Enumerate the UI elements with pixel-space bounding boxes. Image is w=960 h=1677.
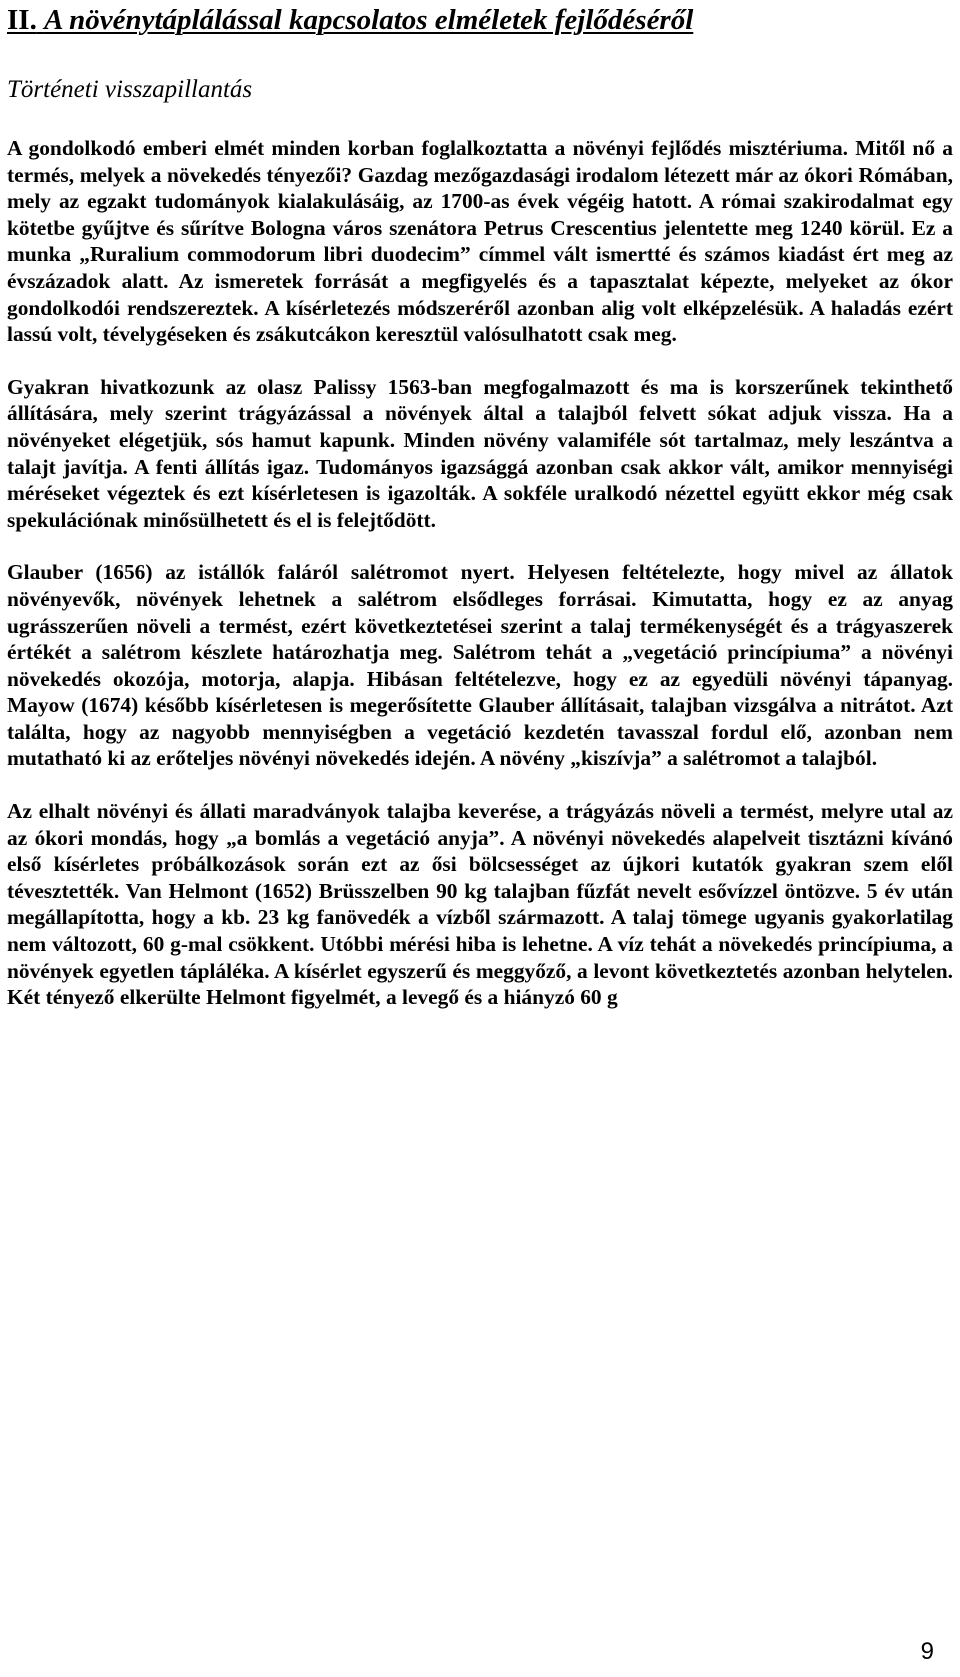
chapter-heading	[7, 0, 953, 38]
chapter-number: II.	[7, 4, 37, 36]
section-heading: Történeti visszapillantás	[7, 76, 253, 103]
paragraph-2: Gyakran hivatkozunk az olasz Palissy 1563-ban megfogalmazott és ma is korszerűnek tekinthető állítására, mely szerint trágyázással a növények által a talajból felvett sókat adjuk vissza. Ha a növényeket elégetjük, sós hamut kapunk. Minden növény valamiféle sót tartalmaz, mely leszántva a talajt javítja. A fenti állítás igaz. Tudományos igazsággá azonban csak akkor vált, amikor mennyiségi méréseket végeztek és ezt kísérletesen is igazolták. A sokféle uralkodó nézettel együtt ekkor még csak spekulációnak minősülhetett és el is felejtődött.	[7, 374, 953, 532]
paragraph-4: Az elhalt növényi és állati maradványok talajba keverése, a trágyázás növeli a termést, melyre utal az az ókori mondás, hogy „a bomlás a vegetáció anyja”. A növényi növekedés alapelveit tisztázni kívánó első kísérletes próbálkozások során ezt az ősi bölcsességet az újkori kutatók gyakran szem elől tévesztették. Van Helmont (1652) Brüsszelben 90 kg talajban fűzfát nevelt esővízzel öntözve. 5 év után megállapította, hogy a kb. 23 kg fanövedék a vízből származott. A talaj tömege ugyanis gyakorlatilag nem változott, 60 g-mal csökkent. Utóbbi mérési hiba is lehetne. A víz tehát a növekedés princípiuma, a növények egyetlen tápláléka. A kísérlet egyszerű és meggyőző, a levont következtetés azonban helytelen. Két tényező elkerülte Helmont figyelmét, a levegő és a hiányzó 60 g	[7, 799, 953, 1010]
page-number: 9	[920, 1638, 934, 1665]
paragraph-1: A gondolkodó emberi elmét minden korban foglalkoztatta a növényi fejlődés misztériuma. Mitől nő a termés, melyek a növekedés tényezői? Gazdag mezőgazdasági irodalom létezett már az ókori Rómában, mely az egzakt tudományok kialakulásáig, az 1700-as évek végéig hatott. A római szakirodalmat egy kötetbe gyűjtve és sűrítve Bologna város szenátora Petrus Crescentius jelentette meg 1240 körül. Ez a munka „Ruralium commodorum libri duodecim” címmel vált ismertté és számos kiadást ért meg az évszázadok alatt. Az ismeretek forrását a megfigyelés és a tapasztalat képezte, melyeket az ókor gondolkodói rendszereztek. A kísérletezés módszeréről azonban alig volt elképzelésük. A haladás ezért lassú volt, tévelygéseken és zsákutcákon keresztül valósulhatott csak meg.	[7, 136, 953, 347]
paragraph-3: Glauber (1656) az istállók faláról salétromot nyert. Helyesen feltételezte, hogy mivel az állatok növényevők, növények lehetnek a salétrom elsődleges forrásai. Kimutatta, hogy ez az anyag ugrásszerűen növeli a termést, ezért következtetései szerint a talaj termékenységét és a trágyaszerek értékét a salétrom készlete határozhatja meg. Salétrom tehát a „vegetáció princípiuma” a növényi növekedés okozója, motorja, alapja. Hibásan feltételezve, hogy ez az egyedüli növényi tápanyag. Mayow (1674) később kísérletesen is megerősítette Glauber állításait, talajban vizsgálva a nitrátot. Azt találta, hogy az nagyobb mennyiségben a vegetáció kezdetén tavasszal fordul elő, azonban nem mutatható ki az erőteljes növényi növekedés idején. A növény „kiszívja” a salétromot a talajból.	[7, 560, 953, 771]
chapter-title-text: A növénytáplálással kapcsolatos elméletek fejlődéséről	[44, 4, 694, 36]
document-page	[7, 0, 953, 1011]
